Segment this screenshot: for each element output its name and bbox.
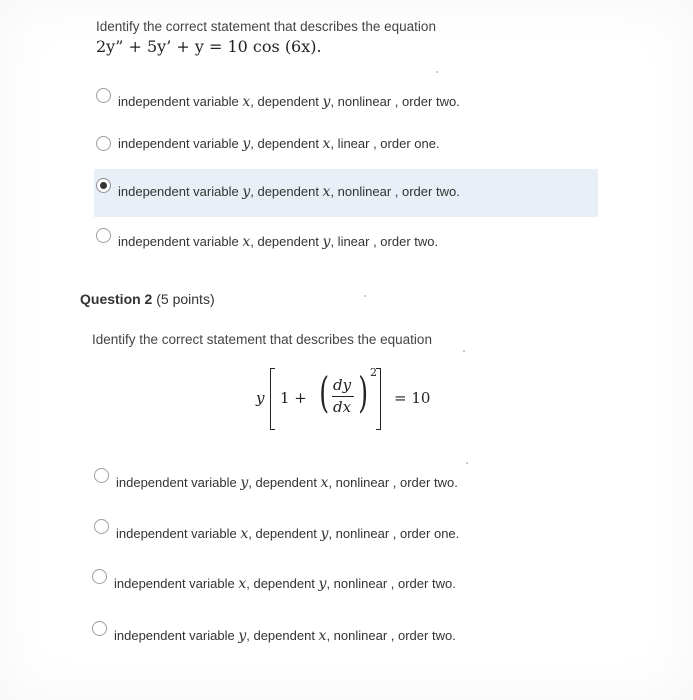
question2-formula <box>256 364 446 434</box>
formula-denominator: dx <box>333 398 352 416</box>
radio-button[interactable] <box>96 88 111 103</box>
question1-option-2[interactable] <box>94 121 598 167</box>
radio-button[interactable] <box>94 468 109 483</box>
stray-mark <box>436 71 438 73</box>
option-label: independent variable x, dependent y, linear , order two. <box>118 234 439 250</box>
option-label: independent variable x, dependent y, nonlinear , order two. <box>114 576 456 592</box>
stray-mark <box>463 350 465 352</box>
formula-right-bracket <box>376 368 381 430</box>
radio-button[interactable] <box>92 621 107 636</box>
formula-rhs: = 10 <box>394 389 431 407</box>
radio-button[interactable] <box>94 519 109 534</box>
radio-button[interactable] <box>96 136 111 151</box>
stray-mark <box>466 462 468 464</box>
question1-prompt: Identify the correct statement that describes the equation <box>96 19 436 34</box>
formula-one-plus: 1 + <box>280 389 307 407</box>
formula-right-paren: ) <box>358 368 369 417</box>
question2-option-4[interactable] <box>92 612 596 658</box>
option-label: independent variable x, dependent y, nonlinear , order two. <box>118 94 460 110</box>
formula-fraction-bar <box>332 396 354 397</box>
formula-numerator: dy <box>333 376 352 394</box>
question2-option-2[interactable] <box>92 509 596 555</box>
stray-mark <box>364 295 366 297</box>
option-label: independent variable y, dependent x, nonlinear , order two. <box>116 475 458 491</box>
formula-left-bracket <box>270 368 275 430</box>
question2-header <box>80 291 215 307</box>
formula-y: y <box>256 389 265 407</box>
radio-button-selected[interactable] <box>96 178 111 193</box>
question2-title: Question 2 <box>80 291 153 307</box>
option-label: independent variable y, dependent x, nonlinear , order two. <box>114 628 456 644</box>
option-label: independent variable y, dependent x, linear , order one. <box>118 136 440 152</box>
formula-exponent: 2 <box>370 366 377 379</box>
option-label: independent variable x, dependent y, nonlinear , order one. <box>116 526 460 542</box>
question1-equation: 2y” + 5y’ + y = 10 cos (6x). <box>96 37 322 56</box>
question1-option-3[interactable] <box>94 169 598 217</box>
question1-option-4[interactable] <box>94 220 598 266</box>
radio-button[interactable] <box>92 569 107 584</box>
question2-points: (5 points) <box>156 291 215 307</box>
formula-left-paren: ( <box>319 368 330 417</box>
question2-prompt: Identify the correct statement that describes the equation <box>92 332 432 347</box>
radio-button[interactable] <box>96 228 111 243</box>
question2-option-3[interactable] <box>92 560 596 606</box>
question1-option-1[interactable] <box>94 80 598 126</box>
option-label: independent variable y, dependent x, nonlinear , order two. <box>118 184 460 200</box>
question2-option-1[interactable] <box>92 458 596 504</box>
